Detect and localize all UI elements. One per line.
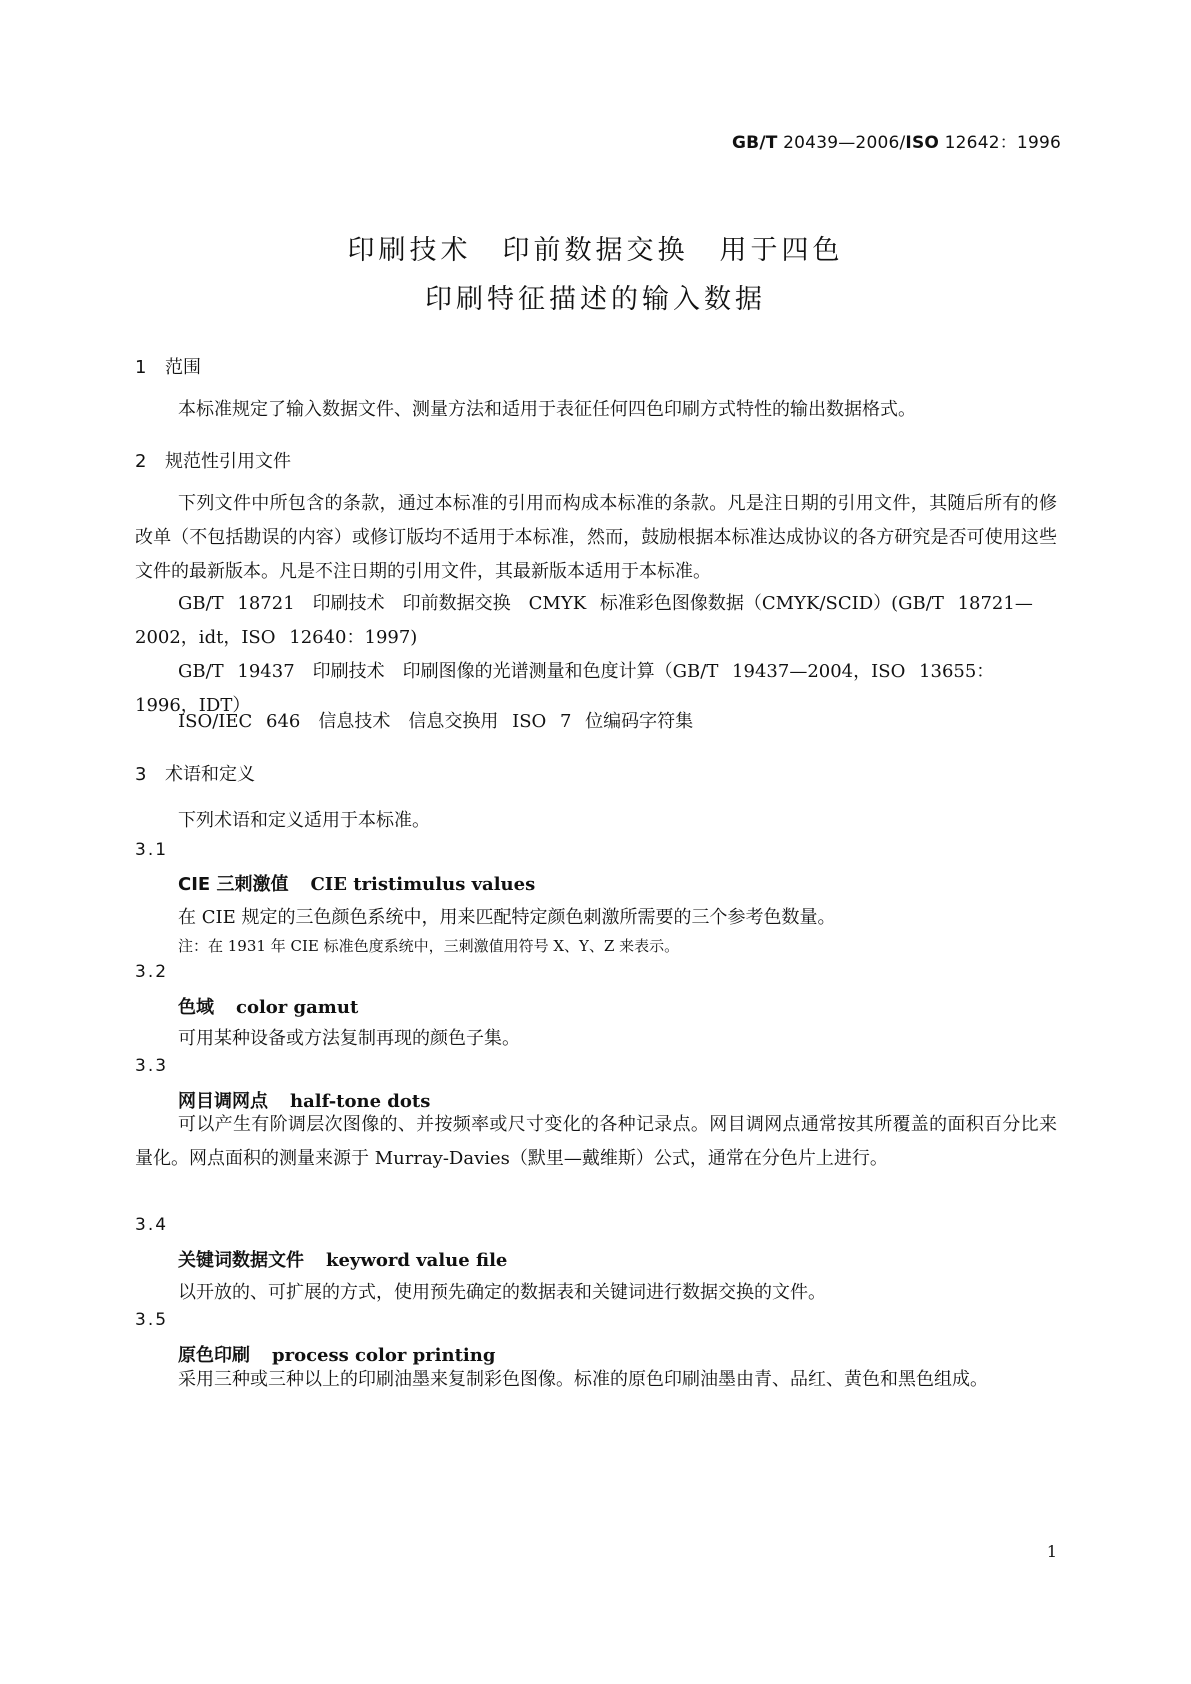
section-2-text: 下列文件中所包含的条款，通过本标准的引用而构成本标准的条款。凡是注日期的引用文件，其随后所有的修改单（不包括勘误的内容）或修订版均不适用于本标准，然而，鼓励根据本标准达成协议的各方研究是否可使用这些文件的最新版本。凡是不注日期的引用文件，其最新版本适用于本标准。	[135, 493, 1057, 582]
term-en: keyword value file	[326, 1250, 508, 1271]
term-number: 3.2	[135, 962, 169, 982]
term-note: 注：在 1931 年 CIE 标准色度系统中，三刺激值用符号 X、Y、Z 来表示。	[178, 937, 680, 955]
term-number: 3.5	[135, 1310, 169, 1330]
term-definition: 以开放的、可扩展的方式，使用预先确定的数据表和关键词进行数据交换的文件。	[178, 1282, 826, 1303]
term-zh: 网目调网点	[178, 1091, 268, 1112]
section-1-text: 本标准规定了输入数据文件、测量方法和适用于表征任何四色印刷方式特性的输出数据格式。	[178, 399, 916, 420]
term-zh: 原色印刷	[178, 1345, 250, 1366]
term-en: color gamut	[236, 997, 359, 1018]
section-3-intro: 下列术语和定义适用于本标准。	[178, 810, 430, 831]
term-definition: 采用三种或三种以上的印刷油墨来复制彩色图像。标准的原色印刷油墨由青、品红、黄色和黑色组成。	[178, 1369, 988, 1390]
term-number: 3.1	[135, 840, 169, 860]
section-number: 1	[135, 357, 147, 378]
standard-number-main: 20439—2006/	[777, 133, 906, 153]
term-definition: 可用某种设备或方法复制再现的颜色子集。	[178, 1028, 520, 1049]
term-heading	[178, 1246, 507, 1272]
term-number: 3.4	[135, 1215, 169, 1235]
term-zh: 关键词数据文件	[178, 1250, 304, 1271]
term-definition: 可以产生有阶调层次图像的、并按频率或尺寸变化的各种记录点。网目调网点通常按其所覆盖的面积百分比来量化。网点面积的测量来源于 Murray-Davies（默里—戴维斯）公式，通常在分色片上进行。	[135, 1114, 1057, 1169]
section-number: 2	[135, 451, 147, 472]
section-title: 术语和定义	[165, 764, 255, 785]
document-title-line-1: 印刷技术 印前数据交换 用于四色	[347, 235, 844, 266]
term-heading	[178, 870, 535, 896]
term-heading	[178, 993, 358, 1019]
document-title-line-2: 印刷特征描述的输入数据	[425, 284, 766, 315]
standard-number-prefix: GB/T	[732, 133, 778, 153]
standard-number	[732, 128, 1061, 153]
term-number: 3.3	[135, 1056, 169, 1076]
section-2-heading	[135, 447, 291, 473]
standard-number-iso-code: 12642：1996	[939, 133, 1061, 153]
normative-reference: GB/T 18721 印刷技术 印前数据交换 CMYK 标准彩色图像数据（CMYK/SCID）(GB/T 18721—2002，idt，ISO 12640：1997)	[135, 593, 1033, 648]
normative-reference: GB/T 19437 印刷技术 印刷图像的光谱测量和色度计算（GB/T 19437—2004，ISO 13655：1996，IDT）	[135, 661, 995, 716]
page-number: 1	[1046, 1542, 1057, 1561]
term-zh: 色域	[178, 997, 214, 1018]
term-en: process color printing	[272, 1345, 496, 1366]
term-definition: 在 CIE 规定的三色颜色系统中，用来匹配特定颜色刺激所需要的三个参考色数量。	[178, 907, 836, 928]
term-en: half-tone dots	[290, 1091, 431, 1112]
section-3-heading	[135, 760, 255, 786]
term-zh: CIE 三刺激值	[178, 874, 289, 895]
standard-number-iso: ISO	[905, 133, 940, 153]
section-title: 范围	[165, 357, 201, 378]
term-en: CIE tristimulus values	[310, 874, 536, 895]
section-1-heading	[135, 353, 201, 379]
normative-reference: ISO/IEC 646 信息技术 信息交换用 ISO 7 位编码字符集	[178, 711, 694, 732]
section-title: 规范性引用文件	[165, 451, 291, 472]
section-number: 3	[135, 764, 147, 785]
